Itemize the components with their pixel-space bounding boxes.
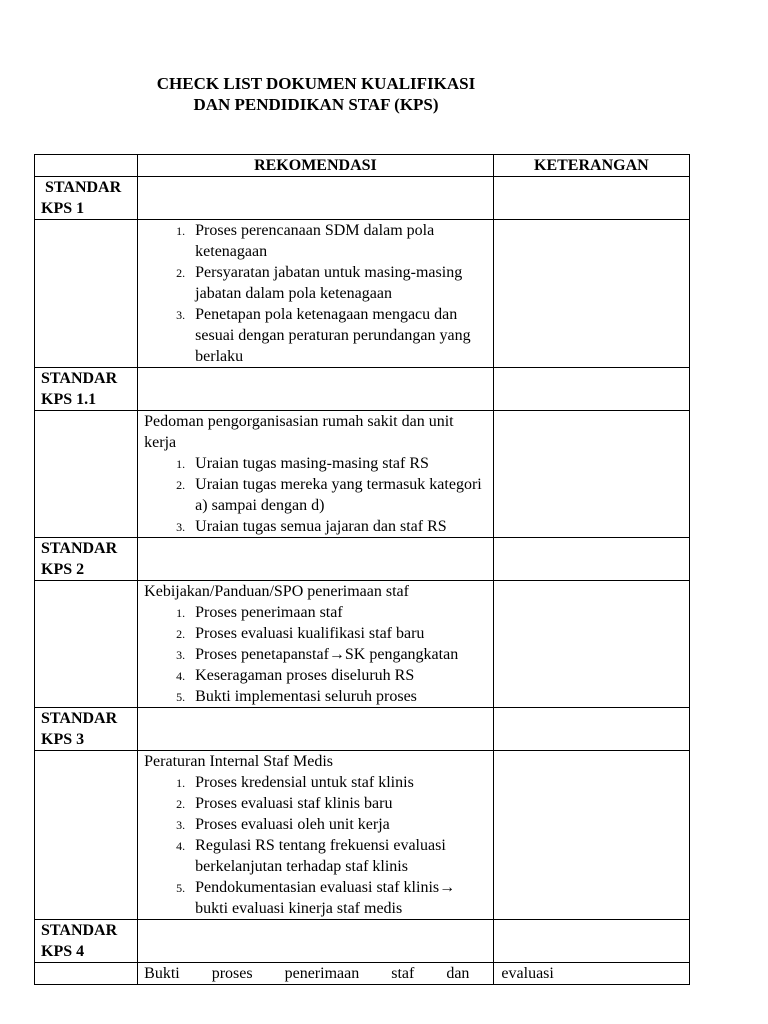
recommendation-list (144, 220, 487, 367)
keterangan-cell (493, 581, 689, 708)
standard-row (35, 708, 690, 751)
list-item: 5. Pendokumentasian evaluasi staf klinis→ bukti evaluasi kinerja staf medis (188, 877, 487, 919)
keterangan-cell (493, 368, 689, 411)
standard-label-line1: STANDAR (41, 540, 118, 557)
keterangan-cell (493, 538, 689, 581)
keterangan-cell (493, 411, 689, 538)
rekomendasi-cell-empty (138, 920, 494, 963)
rekomendasi-content (138, 963, 554, 985)
list-item: 2. Proses evaluasi kualifikasi staf baru (188, 623, 487, 644)
standard-label-line2: KPS 3 (41, 731, 85, 748)
keterangan-cell (493, 920, 689, 963)
checklist-table (34, 154, 690, 985)
standard-label (35, 920, 138, 963)
list-item: 3. Proses penetapanstaf→SK pengangkatan (188, 644, 487, 665)
list-item: 1. Proses penerimaan staf (188, 602, 487, 623)
standard-cell-empty (35, 751, 138, 920)
standard-label-line1: STANDAR (41, 922, 118, 939)
content-row (35, 411, 690, 538)
rekomendasi-content (138, 411, 494, 538)
standard-row (35, 177, 690, 220)
standard-label-line2: KPS 1 (41, 200, 85, 217)
rekomendasi-content (138, 751, 494, 920)
keterangan-cell (493, 220, 689, 368)
list-item: 1. Proses perencanaan SDM dalam pola ketenagaan (188, 220, 487, 262)
document-title (0, 73, 632, 115)
standard-label-line2: KPS 2 (41, 561, 85, 578)
content-row (35, 220, 690, 368)
standard-cell-empty (35, 411, 138, 538)
list-item: 1. Uraian tugas masing-masing staf RS (188, 453, 487, 474)
standard-label (35, 368, 138, 411)
recommendation-intro: Bukti proses penerimaan staf dan evaluasi (144, 965, 554, 982)
rekomendasi-content (138, 220, 494, 368)
recommendation-intro: Pedoman pengorganisasian rumah sakit dan unit kerja (144, 413, 454, 451)
list-item: 4. Regulasi RS tentang frekuensi evaluasi berkelanjutan terhadap staf klinis (188, 835, 487, 877)
header-keterangan: KETERANGAN (493, 155, 689, 177)
standard-label (35, 708, 138, 751)
standard-cell-empty (35, 963, 138, 985)
standard-row (35, 368, 690, 411)
list-item: 3. Proses evaluasi oleh unit kerja (188, 814, 487, 835)
list-item: 3. Uraian tugas semua jajaran dan staf RS (188, 516, 487, 537)
content-row (35, 963, 690, 985)
rekomendasi-cell-empty (138, 538, 494, 581)
content-row (35, 581, 690, 708)
rekomendasi-cell-empty (138, 177, 494, 220)
header-row (35, 155, 690, 177)
rekomendasi-content (138, 581, 494, 708)
list-item: 4. Keseragaman proses diseluruh RS (188, 665, 487, 686)
standard-label-line2: KPS 1.1 (41, 391, 97, 408)
title-line-1: CHECK LIST DOKUMEN KUALIFIKASI (156, 74, 476, 93)
recommendation-intro: Kebijakan/Panduan/SPO penerimaan staf (144, 583, 409, 600)
standard-label-line1: STANDAR (41, 370, 118, 387)
recommendation-list (144, 453, 487, 537)
list-item: 3. Penetapan pola ketenagaan mengacu dan sesuai dengan peraturan perundangan yang berlaku (188, 304, 487, 367)
recommendation-intro: Peraturan Internal Staf Medis (144, 753, 333, 770)
list-item: 5. Bukti implementasi seluruh proses (188, 686, 487, 707)
header-standard (35, 155, 138, 177)
standard-row (35, 538, 690, 581)
list-item: 2. Persyaratan jabatan untuk masing-masing jabatan dalam pola ketenagaan (188, 262, 487, 304)
content-row (35, 751, 690, 920)
rekomendasi-cell-empty (138, 708, 494, 751)
standard-row (35, 920, 690, 963)
standard-label-line2: KPS 4 (41, 943, 85, 960)
keterangan-cell (493, 751, 689, 920)
list-item: 2. Proses evaluasi staf klinis baru (188, 793, 487, 814)
recommendation-list (144, 772, 487, 919)
recommendation-list (144, 602, 487, 707)
rekomendasi-cell-empty (138, 368, 494, 411)
standard-label-line1: STANDAR (41, 710, 118, 727)
standard-label-line1: STANDAR (41, 179, 122, 196)
title-line-2: DAN PENDIDIKAN STAF (KPS) (193, 95, 439, 114)
keterangan-cell (493, 177, 689, 220)
standard-cell-empty (35, 581, 138, 708)
header-rekomendasi: REKOMENDASI (138, 155, 494, 177)
list-item: 2. Uraian tugas mereka yang termasuk kategori a) sampai dengan d) (188, 474, 487, 516)
list-item: 1. Proses kredensial untuk staf klinis (188, 772, 487, 793)
standard-label (35, 538, 138, 581)
keterangan-cell (493, 708, 689, 751)
standard-label (35, 177, 138, 220)
standard-cell-empty (35, 220, 138, 368)
